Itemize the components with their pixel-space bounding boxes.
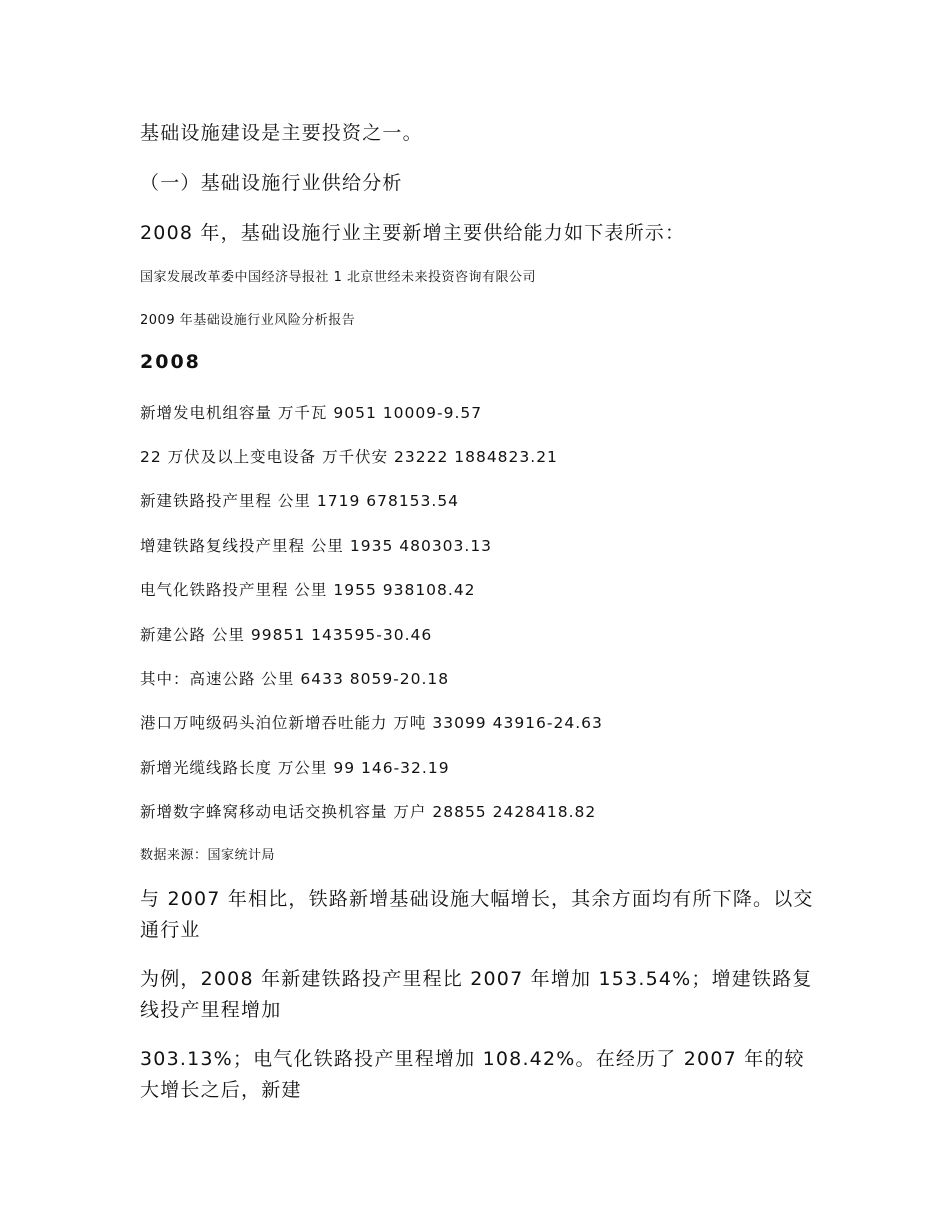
header-publisher: 国家发展改革委中国经济导报社 1 北京世经未来投资咨询有限公司 <box>140 270 537 285</box>
table-row: 新增发电机组容量 万千瓦 9051 10009-9.57 <box>140 404 483 422</box>
table-row: 新建铁路投产里程 公里 1719 678153.54 <box>140 492 460 510</box>
body-paragraph: 与 2007 年相比，铁路新增基础设施大幅增长，其余方面均有所下降。以交通行业 <box>140 888 814 941</box>
source-note: 数据来源：国家统计局 <box>140 848 276 863</box>
table-row: 新建公路 公里 99851 143595-30.46 <box>140 626 433 644</box>
header-report-title: 2009 年基础设施行业风险分析报告 <box>140 313 356 328</box>
table-row: 22 万伏及以上变电设备 万千伏安 23222 1884823.21 <box>140 448 558 466</box>
section-heading: （一）基础设施行业供给分析 <box>140 172 403 194</box>
body-paragraph: 为例，2008 年新建铁路投产里程比 2007 年增加 153.54%；增建铁路复线投产里程增加 <box>140 968 813 1021</box>
table-row: 新增数字蜂窝移动电话交换机容量 万户 28855 2428418.82 <box>140 803 597 821</box>
intro-paragraph: 基础设施建设是主要投资之一。 <box>140 122 423 144</box>
year-label: 2008 <box>140 351 201 373</box>
table-row: 其中：高速公路 公里 6433 8059-20.18 <box>140 670 450 688</box>
lead-paragraph: 2008 年，基础设施行业主要新增主要供给能力如下表所示： <box>140 222 686 244</box>
table-row: 港口万吨级码头泊位新增吞吐能力 万吨 33099 43916-24.63 <box>140 714 603 732</box>
table-row: 电气化铁路投产里程 公里 1955 938108.42 <box>140 581 476 599</box>
body-paragraph: 303.13%；电气化铁路投产里程增加 108.42%。在经历了 2007 年的较大增长之后，新建 <box>140 1048 805 1101</box>
table-row: 增建铁路复线投产里程 公里 1935 480303.13 <box>140 537 493 555</box>
table-row: 新增光缆线路长度 万公里 99 146-32.19 <box>140 759 450 777</box>
